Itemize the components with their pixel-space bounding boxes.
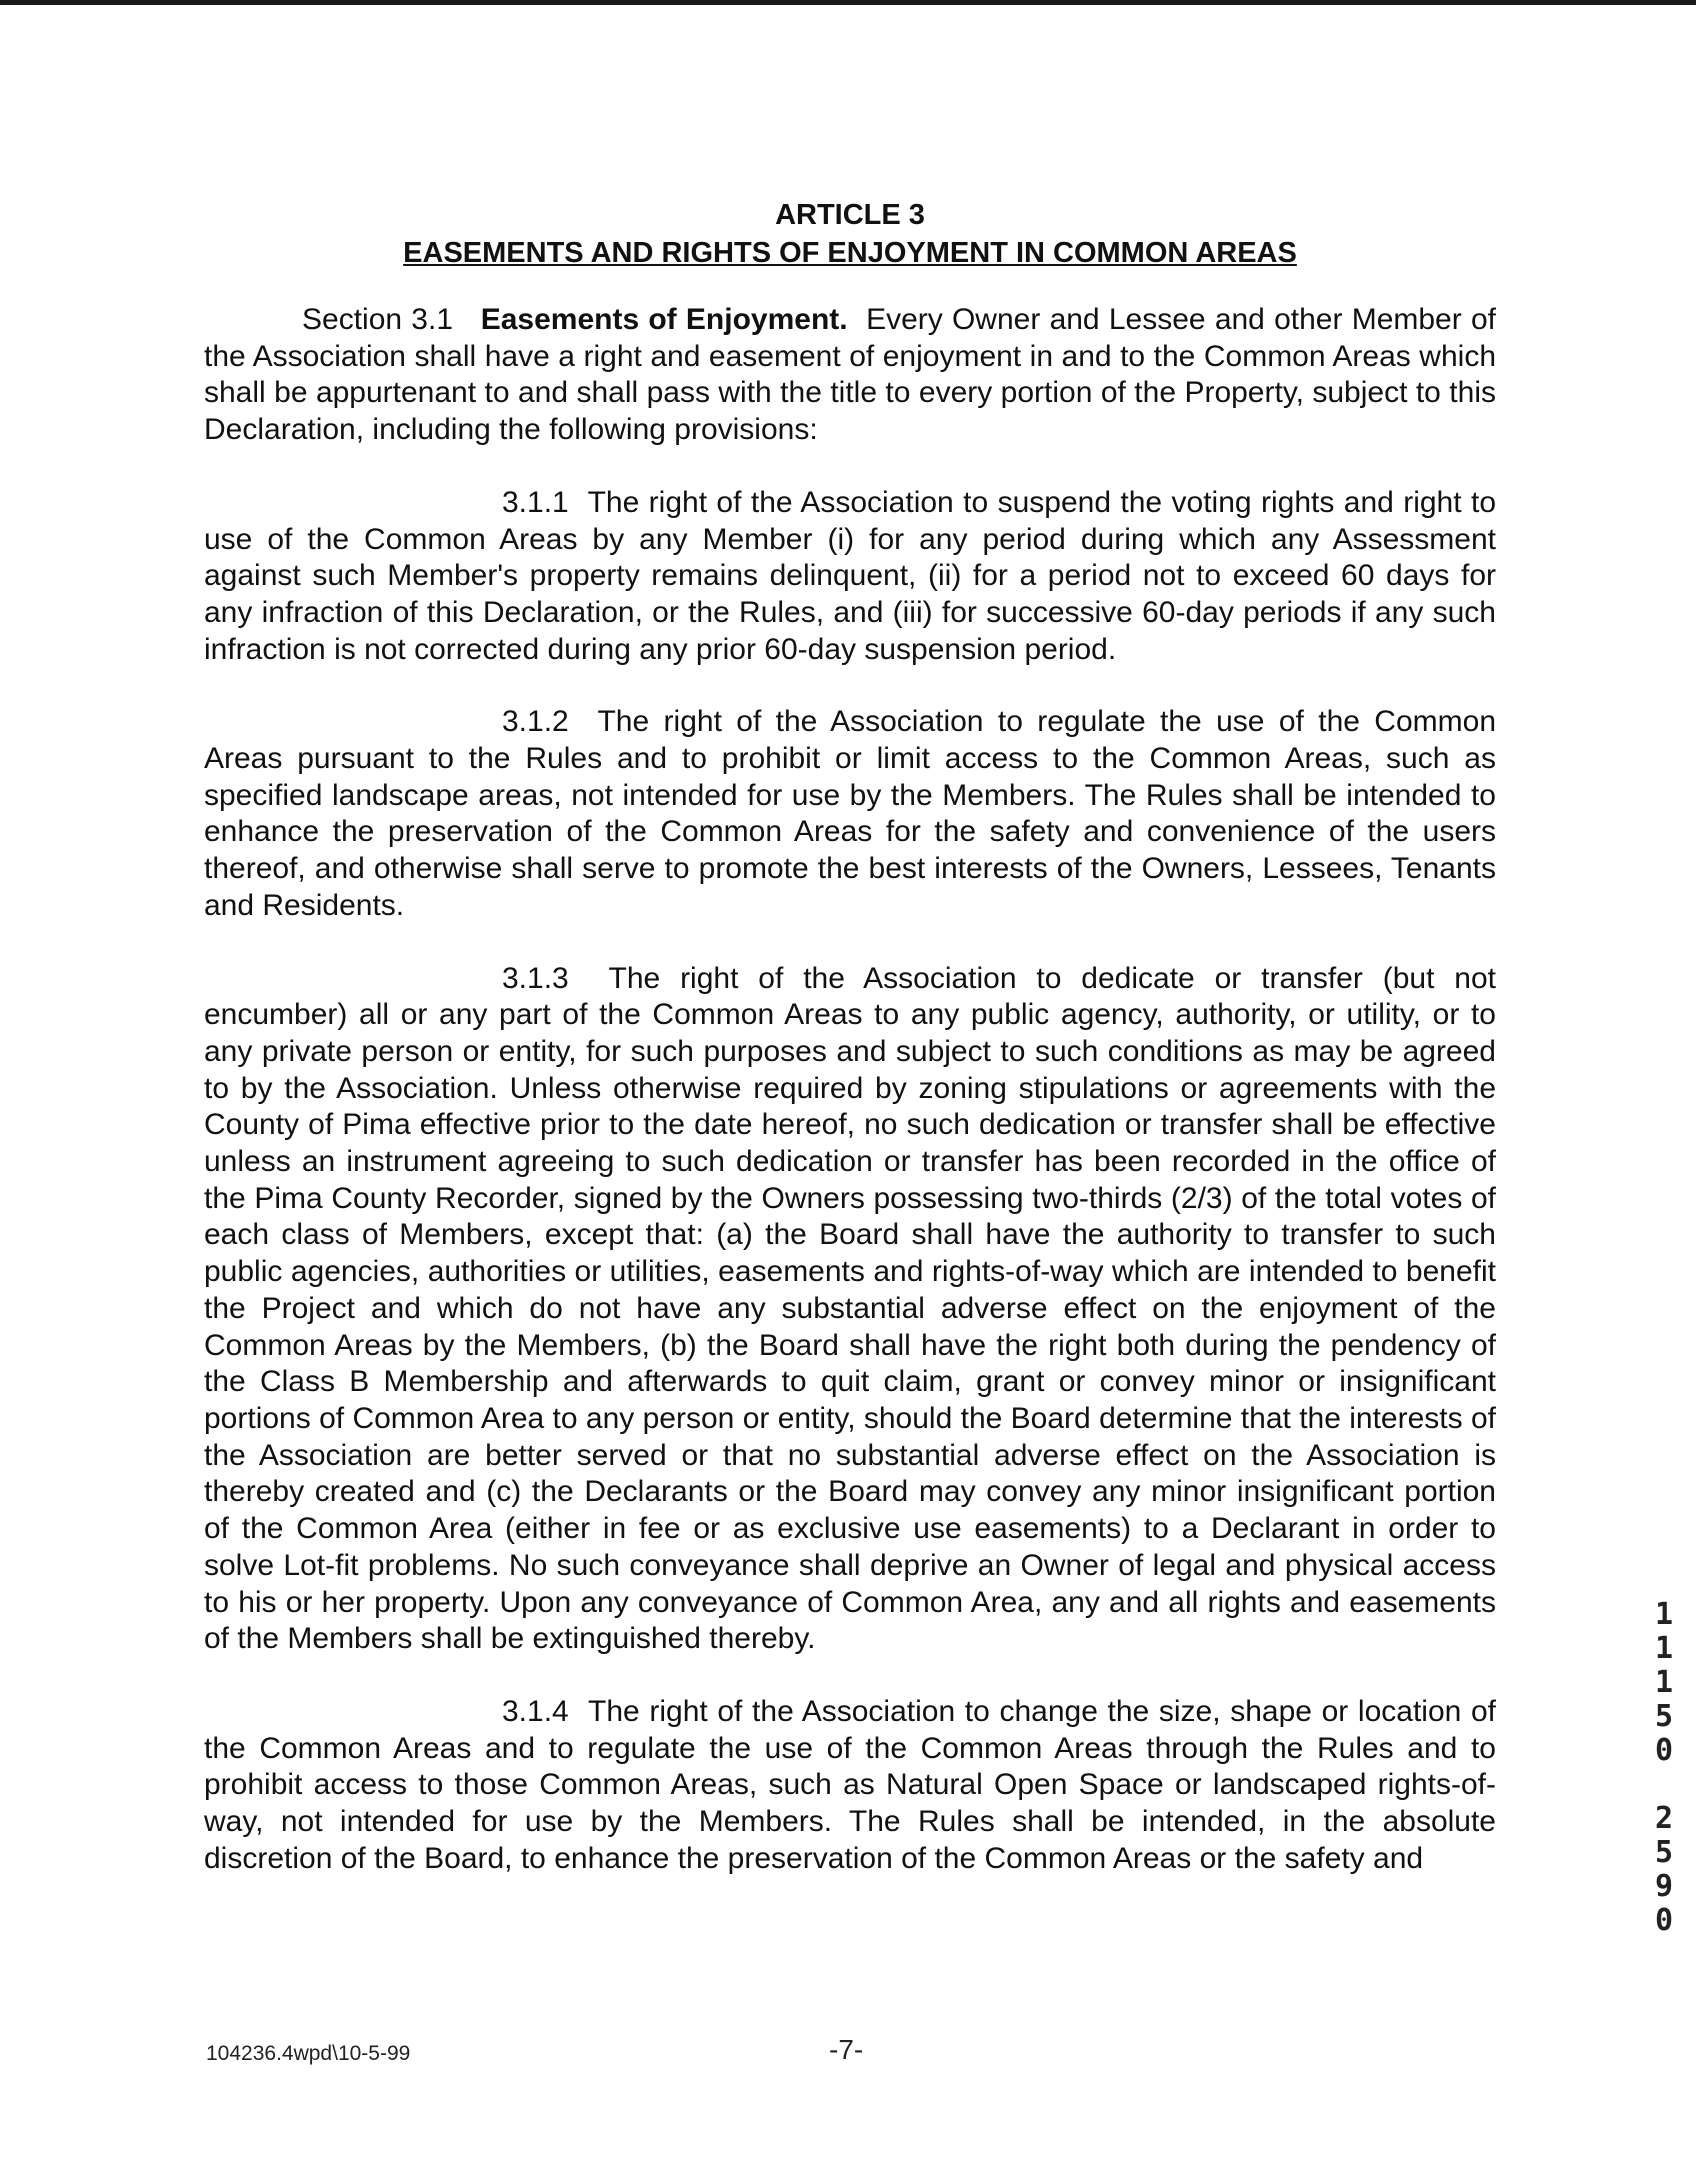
subsection-number: 3.1.2 xyxy=(502,705,569,739)
section-text: Every Owner and Lessee and other Member of the Association shall have a right and easement of enjoyment in and to the Common Areas which shall be appurtenant to and shall pass with the title to every portion of the Property, subject to this Declaration, including the following provisions: xyxy=(204,303,1496,447)
subsection-text: The right of the Association to dedicate or transfer (but not encumber) all or any part of the Common Areas to any public agency, authority, or utility, or to any private person or entity, for such purposes and subject to such conditions as may be agreed to by the Association. Unless otherwise required by zoning stipulations or agreements with the County of Pima effective prior to the date hereof, no such dedication or transfer shall be effective unless an instrument agreeing to such dedication or transfer has been recorded in the office of the Pima County Recorder, signed by the Owners possessing two-thirds (2/3) of the total votes of each class of Members, except that: (a) the Board shall have the authority to transfer to such public agencies, authorities or utilities, easements and rights-of-way which are intended to benefit the Project and which do not have any substantial adverse effect on the enjoyment of the Common Areas by the Members, (b) the Board shall have the right both during the pendency of the Class B Membership and afterwards to quit claim, grant or convey minor or insignificant portions of Common Area to any person or entity, should the Board determine that the interests of the Association are better served or that no substantial adverse effect on the Association is thereby created and (c) the Declarants or the Board may convey any minor insignificant portion of the Common Area (either in fee or as exclusive use easements) to a Declarant in order to solve Lot-fit problems. No such conveyance shall deprive an Owner of legal and physical access to his or her property. Upon any conveyance of Common Area, any and all rights and easements of the Members shall be extinguished thereby. xyxy=(204,961,1497,1656)
subsection-number: 3.1.1 xyxy=(502,485,569,519)
document-page xyxy=(204,196,1496,1877)
stamp-digit: 0 xyxy=(1654,1733,1674,1768)
footer-doc-id: 104236.4wpd\10-5-99 xyxy=(206,2042,411,2065)
subsection-3-1-2 xyxy=(204,704,1496,924)
article-title: EASEMENTS AND RIGHTS OF ENJOYMENT IN COMMON AREAS xyxy=(403,237,1297,269)
stamp-gap xyxy=(1646,1768,1682,1802)
subsection-text: The right of the Association to suspend the voting rights and right to use of the Common Areas by any Member (i) for any period during which any Assessment against such Member's property remains delinquent, (ii) for a period not to exceed 60 days for any infraction of this Declaration, or the Rules, and (iii) for successive 60-day periods if any such infraction is not corrected during any prior 60-day suspension period. xyxy=(204,485,1497,666)
subsection-number: 3.1.4 xyxy=(502,1694,569,1728)
article-number: ARTICLE 3 xyxy=(775,199,925,231)
article-heading xyxy=(204,196,1496,272)
subsection-number: 3.1.3 xyxy=(502,961,569,995)
footer-page-number: -7- xyxy=(829,2034,864,2065)
subsection-3-1-3 xyxy=(204,961,1496,1658)
stamp-digit: 0 xyxy=(1654,1903,1674,1938)
section-heading: Easements of Enjoyment. xyxy=(480,303,848,336)
subsection-text: The right of the Association to change the size, shape or location of the Common Areas and to regulate the use of the Common Areas through the Rules and to prohibit access to those Common Areas, such as Natural Open Space or landscaped rights-of-way, not intended for use by the Members. The Rules shall be intended, in the absolute discretion of the Board, to enhance the preservation of the Common Areas or the safety and xyxy=(204,1694,1496,1875)
stamp-digit: 5 xyxy=(1654,1699,1674,1734)
subsection-3-1-1 xyxy=(204,485,1496,669)
section-label: Section 3.1 xyxy=(302,303,453,336)
subsection-text: The right of the Association to regulate the use of the Common Areas pursuant to the Rules and to prohibit or limit access to the Common Areas, such as specified landscape areas, not intended for use by the Members. The Rules shall be intended to enhance the preservation of the Common Areas for the safety and convenience of the users thereof, and otherwise shall serve to promote the best interests of the Owners, Lessees, Tenants and Residents. xyxy=(204,705,1497,922)
stamp-digit: 5 xyxy=(1654,1835,1674,1870)
stamp-digit: 1 xyxy=(1654,1631,1674,1666)
stamp-digit: 1 xyxy=(1654,1597,1674,1632)
scan-top-edge xyxy=(0,0,1696,5)
recording-stamp xyxy=(1646,1598,1682,1938)
stamp-digit: 2 xyxy=(1654,1801,1674,1836)
stamp-digit: 1 xyxy=(1654,1665,1674,1700)
stamp-digit: 9 xyxy=(1654,1869,1674,1904)
subsection-3-1-4 xyxy=(204,1694,1496,1878)
section-3-1 xyxy=(204,302,1496,449)
